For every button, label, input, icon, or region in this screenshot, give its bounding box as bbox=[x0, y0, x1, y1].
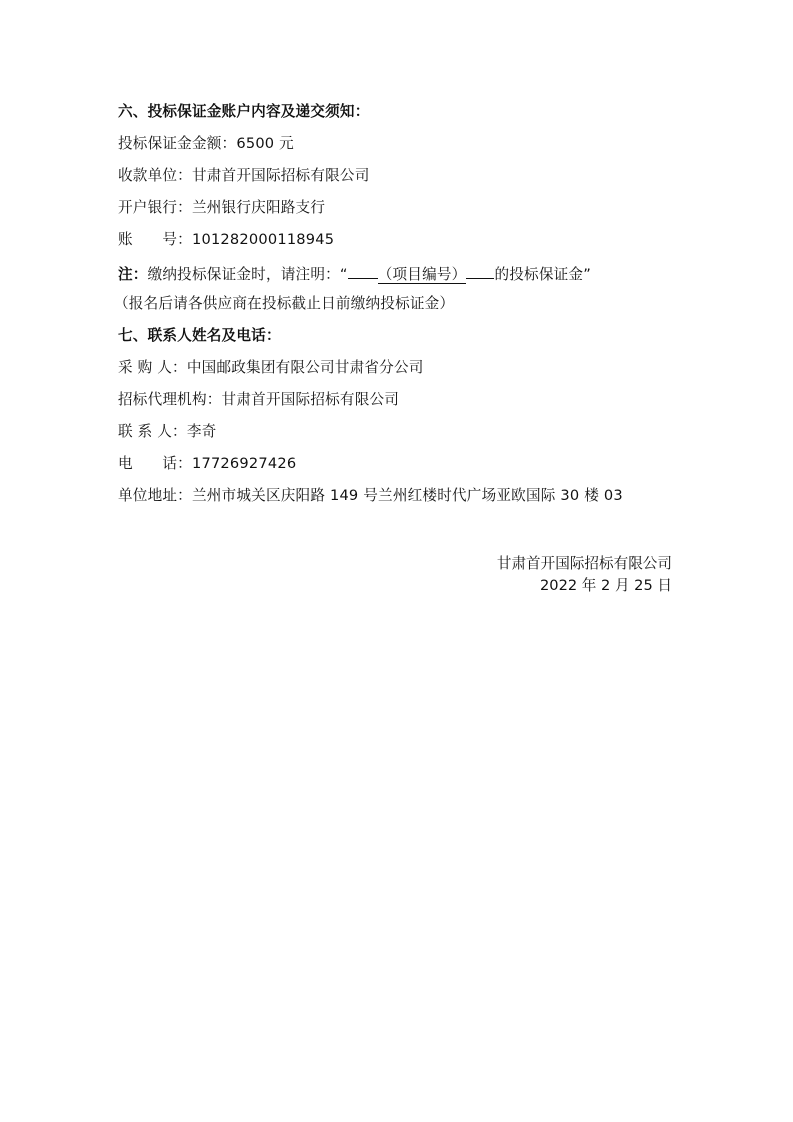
deposit-note bbox=[118, 262, 591, 285]
note-project-number: （项目编号） bbox=[377, 266, 467, 283]
section6-heading: 六、投标保证金账户内容及递交须知： bbox=[118, 103, 370, 120]
payee: 收款单位：甘肃首开国际招标有限公司 bbox=[118, 167, 370, 184]
signature-company: 甘肃首开国际招标有限公司 bbox=[496, 555, 672, 572]
account-number: 账 号：101282000118945 bbox=[118, 231, 335, 248]
deposit-note-2: （报名后请各供应商在投标截止日前缴纳投标证金） bbox=[114, 295, 455, 312]
section7-heading: 七、联系人姓名及电话： bbox=[118, 327, 281, 344]
note-prefix: 缴纳投标保证金时，请注明：“ bbox=[147, 266, 348, 283]
signature-date: 2022 年 2 月 25 日 bbox=[540, 577, 672, 594]
contact-person: 联 系 人：李奇 bbox=[118, 423, 217, 440]
phone: 电 话：17726927426 bbox=[118, 455, 297, 472]
address: 单位地址：兰州市城关区庆阳路 149 号兰州红楼时代广场亚欧国际 30 楼 03 bbox=[118, 487, 623, 504]
bank: 开户银行：兰州银行庆阳路支行 bbox=[118, 199, 326, 216]
agency: 招标代理机构：甘肃首开国际招标有限公司 bbox=[118, 391, 400, 408]
purchaser: 采 购 人：中国邮政集团有限公司甘肃省分公司 bbox=[118, 359, 424, 376]
note-suffix: 的投标保证金” bbox=[494, 266, 591, 283]
note-label: 注： bbox=[118, 266, 148, 283]
deposit-amount: 投标保证金金额：6500 元 bbox=[118, 135, 294, 152]
blank-line-left bbox=[348, 262, 378, 279]
blank-line-right bbox=[466, 262, 494, 279]
